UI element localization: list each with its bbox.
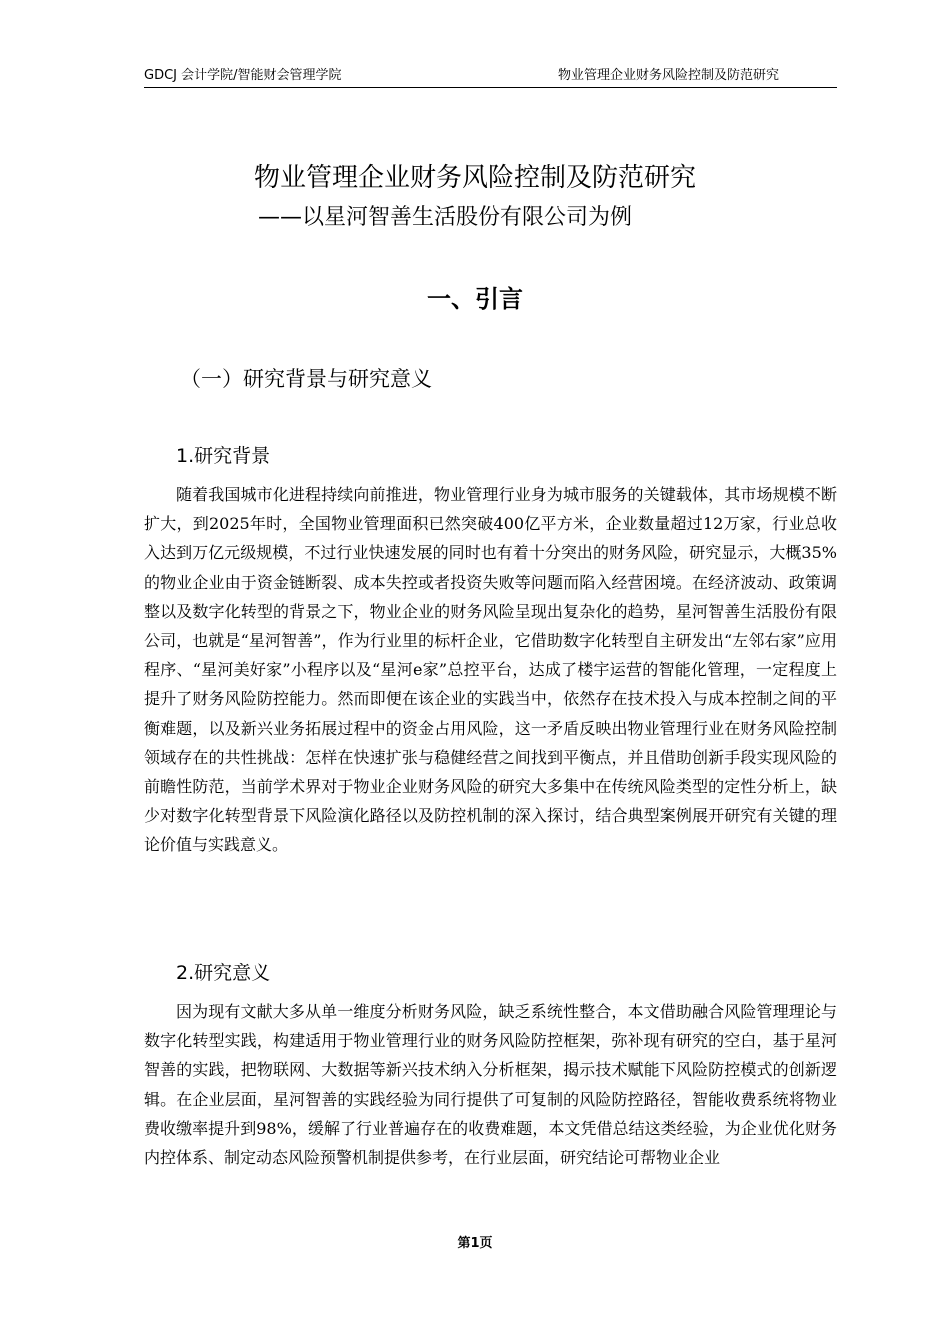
paragraph-significance: 因为现有文献大多从单一维度分析财务风险，缺乏系统性整合，本文借助融合风险管理理论与数字化转型实践，构建适用于物业管理行业的财务风险防控框架，弥补现有研究的空白，基于星河智善的实践，把物联网、大数据等新兴技术纳入分析框架，揭示技术赋能下风险防控模式的创新逻辑。在企业层面，星河智善的实践经验为同行提供了可复制的风险防控路径，智能收费系统将物业费收缴率提升到98%，缓解了行业普遍存在的收费难题，本文凭借总结这类经验，为企业优化财务内控体系、制定动态风险预警机制提供参考，在行业层面，研究结论可帮物业企业 (144, 1002, 837, 1168)
paper-subtitle: ——以星河智善生活股份有限公司为例 (258, 205, 633, 230)
paper-title: 物业管理企业财务风险控制及防范研究 (253, 163, 696, 193)
subsection-heading-significance: 2.研究意义 (176, 962, 271, 984)
running-header (144, 65, 837, 88)
header-institution: GDCJ 会计学院/智能财会管理学院 (144, 68, 342, 83)
header-paper-title: 物业管理企业财务风险控制及防范研究 (557, 68, 779, 83)
chapter-heading: 一、引言 (427, 285, 523, 313)
subsection-heading-background: 1.研究背景 (176, 445, 271, 467)
section-heading: （一）研究背景与研究意义 (180, 367, 432, 391)
paragraph-background: 随着我国城市化进程持续向前推进，物业管理行业身为城市服务的关键载体，其市场规模不断扩大，到2025年时，全国物业管理面积已然突破400亿平方米，企业数量超过12万家，行业总收入达到万亿元级规模，不过行业快速发展的同时也有着十分突出的财务风险，研究显示，大概35%的物业企业由于资金链断裂、成本失控或者投资失败等问题而陷入经营困境。在经济波动、政策调整以及数字化转型的背景之下，物业企业的财务风险呈现出复杂化的趋势，星河智善生活股份有限公司，也就是“星河智善”，作为行业里的标杆企业，它借助数字化转型自主研发出“左邻右家”应用程序、“星河美好家”小程序以及“星河e家”总控平台，达成了楼宇运营的智能化管理，一定程度上提升了财务风险防控能力。然而即便在该企业的实践当中，依然存在技术投入与成本控制之间的平衡难题，以及新兴业务拓展过程中的资金占用风险，这一矛盾反映出物业管理行业在财务风险控制领域存在的共性挑战：怎样在快速扩张与稳健经营之间找到平衡点，并且借助创新手段实现风险的前瞻性防范，当前学术界对于物业企业财务风险的研究大多集中在传统风险类型的定性分析上，缺少对数字化转型背景下风险演化路径以及防控机制的深入探讨，结合典型案例展开研究有关键的理论价值与实践意义。 (144, 485, 837, 855)
page-number: 第1页 (457, 1236, 493, 1251)
